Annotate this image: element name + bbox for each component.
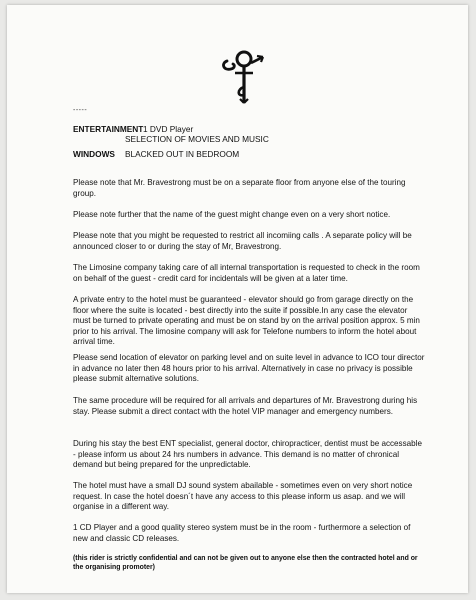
entertainment-value-2: SELECTION OF MOVIES AND MUSIC — [125, 134, 269, 144]
paragraph-private-entry: A private entry to the hotel must be guaranteed - elevator should go from garage directly on the floor where the suite is located - best directly into the suite if possible.In any case the elevator must be turned to private operating and must be on stand by on the arrival position approx. 5 min prior to his arrival. The limosine company will ask for Telefone numbers to inform the hotel about arrival time. — [73, 295, 420, 347]
entertainment-label: ENTERTAINMENT — [73, 124, 144, 134]
paragraph-limousine: The Limosine company taking care of all internal transportation is requested to check in the room on behalf of the guest - credit card for incidentals will be given at a later time. — [73, 263, 420, 283]
paragraph-dj-system: The hotel must have a small DJ sound system abailable - sometimes even on very short notice request. In case the hotel doesn´t have any access to this please inform us asap. and we will organise in a different way. — [73, 481, 413, 512]
love-symbol-logo — [219, 43, 269, 109]
windows-row — [73, 149, 240, 159]
entertainment-row — [73, 124, 269, 144]
entertainment-value-1: 1 DVD Player — [143, 124, 194, 134]
paragraph-calls: Please note that you might be requested to restrict all incomiing calls . A separate policy will be announced closer to or during the stay of Mr, Bravestrong. — [73, 231, 412, 251]
windows-label: WINDOWS — [73, 149, 115, 159]
paragraph-doctors: During his stay the best ENT specialist, general doctor, chiropracticer, dentist must be accessable - please inform us about 24 hrs numbers in advance. This demand is no matter of chronical demand but being prepared for the unpredictable. — [73, 439, 422, 470]
paragraph-cd-player: 1 CD Player and a good quality stereo system must be in the room - furthermore a selection of new and classic CD releases. — [73, 523, 411, 543]
paragraph-name-change: Please note further that the name of the guest might change even on a very short notice. — [73, 210, 391, 219]
paragraph-elevator-location: Please send location of elevator on parking level and on suite level in advance to ICO tour director in advance no later then 48 hours prior to his arrival. Alternatively in case no privacy is possible please submit alternative solutions. — [73, 353, 425, 384]
paragraph-floor: Please note that Mr. Bravestrong must be on a separate floor from anyone else of the touring group. — [73, 178, 406, 198]
document-page — [7, 5, 468, 593]
header-marks: ----- — [73, 107, 88, 114]
windows-value: BLACKED OUT IN BEDROOM — [125, 149, 240, 159]
paragraph-same-procedure: The same procedure will be required for all arrivals and departures of Mr. Bravestrong during his stay. Please submit a direct contact with the hotel VIP manager and emergency numbers. — [73, 396, 418, 416]
confidential-note: (this rider is strictly confidential and can not be given out to anyone else then the contracted hotel and or the organising promoter) — [73, 555, 418, 572]
